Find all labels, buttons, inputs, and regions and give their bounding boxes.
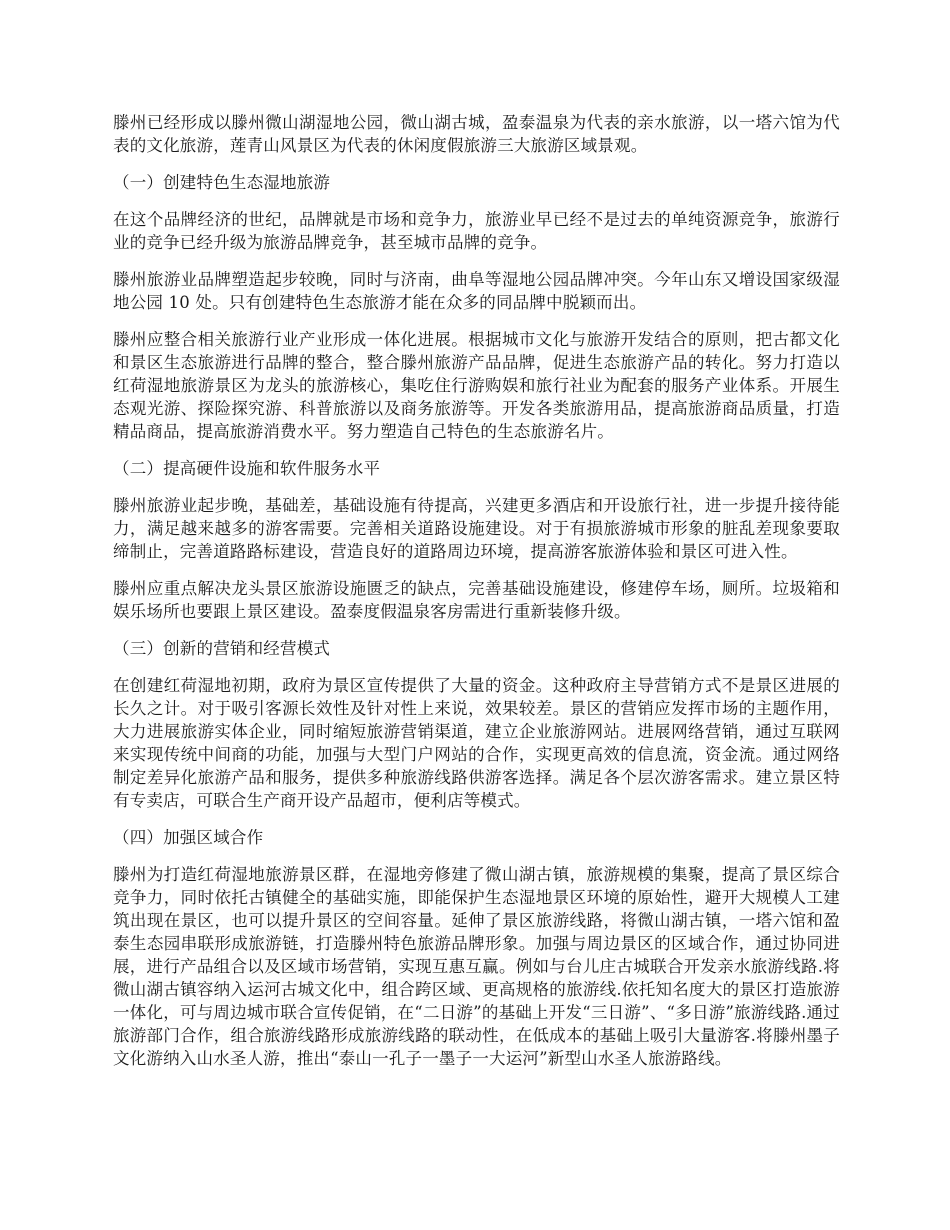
section-3-paragraph-1: 在创建红荷湿地初期，政府为景区宣传提供了大量的资金。这种政府主导营销方式不是景区进展的长久之计。对于吸引客源长效性及针对性上来说，效果较差。景区的营销应发挥市场的主题作用，大力进展旅游实体企业，同时缩短旅游营销渠道，建立企业旅游网站。进展网络营销，通过互联网来实现传统中间商的功能，加强与大型门户网站的合作，实现更高效的信息流，资金流。通过网络制定差异化旅游产品和服务，提供多种旅游线路供游客选择。满足各个层次游客需求。建立景区特有专卖店，可联合生产商开设产品超市，便利店等模式。	[113, 676, 840, 810]
section-heading-4: （四）加强区域合作	[113, 828, 264, 847]
section-heading-2: （二）提高硬件设施和软件服务水平	[113, 459, 381, 478]
section-2-paragraph-2: 滕州应重点解决龙头景区旅游设施匮乏的缺点，完善基础设施建设，修建停车场，厕所。垃圾箱和娱乐场所也要跟上景区建设。盈泰度假温泉客房需进行重新装修升级。	[113, 579, 840, 621]
section-heading-3: （三）创新的营销和经营模式	[113, 639, 331, 658]
section-1-paragraph-1: 在这个品牌经济的世纪，品牌就是市场和竞争力，旅游业早已经不是过去的单纯资源竞争，旅游行业的竞争已经升级为旅游品牌竞争，甚至城市品牌的竞争。	[113, 210, 840, 252]
intro-paragraph: 滕州已经形成以滕州微山湖湿地公园，微山湖古城，盈泰温泉为代表的亲水旅游，以一塔六馆为代表的文化旅游，莲青山风景区为代表的休闲度假旅游三大旅游区域景观。	[113, 113, 840, 155]
section-4-paragraph-1: 滕州为打造红荷湿地旅游景区群，在湿地旁修建了微山湖古镇，旅游规模的集聚，提高了景区综合竞争力，同时依托古镇健全的基础实施，即能保护生态湿地景区环境的原始性，避开大规模人工建筑出现在景区，也可以提升景区的空间容量。延伸了景区旅游线路，将微山湖古镇，一塔六馆和盈泰生态园串联形成旅游链，打造滕州特色旅游品牌形象。加强与周边景区的区域合作，通过协同进展，进行产品组合以及区域市场营销，实现互惠互赢。例如与台儿庄古城联合开发亲水旅游线路.将微山湖古镇容纳入运河古城文化中，组合跨区域、更高规格的旅游线.依托知名度大的景区打造旅游一体化，可与周边城市联合宣传促销，在“二日游”的基础上开发“三日游”、“多日游”旅游线路.通过旅游部门合作，组合旅游线路形成旅游线路的联动性，在低成本的基础上吸引大量游客.将滕州墨子文化游纳入山水圣人游，推出“泰山一孔子一墨子一大运河”新型山水圣人旅游路线。	[113, 865, 840, 1068]
section-2-paragraph-1: 滕州旅游业起步晚，基础差，基础设施有待提高，兴建更多酒店和开设旅行社，进一步提升接待能力，满足越来越多的游客需要。完善相关道路设施建设。对于有损旅游城市形象的脏乱差现象要取缔制止，完善道路路标建设，营造良好的道路周边环境，提高游客旅游体验和景区可进入性。	[113, 496, 840, 561]
section-1-paragraph-3: 滕州应整合相关旅游行业产业形成一体化进展。根据城市文化与旅游开发结合的原则，把古都文化和景区生态旅游进行品牌的整合，整合滕州旅游产品品牌，促进生态旅游产品的转化。努力打造以红荷湿地旅游景区为龙头的旅游核心，集吃住行游购娱和旅行社业为配套的服务产业体系。开展生态观光游、探险探究游、科普旅游以及商务旅游等。开发各类旅游用品，提高旅游商品质量，打造精品商品，提高旅游消费水平。努力塑造自己特色的生态旅游名片。	[113, 330, 840, 441]
section-heading-1: （一）创建特色生态湿地旅游	[113, 173, 331, 192]
section-1-paragraph-2: 滕州旅游业品牌塑造起步较晚，同时与济南，曲阜等湿地公园品牌冲突。今年山东又增设国家级湿地公园 10 处。只有创建特色生态旅游才能在众多的同品牌中脱颖而出。	[113, 270, 840, 312]
document-page	[113, 111, 840, 1084]
